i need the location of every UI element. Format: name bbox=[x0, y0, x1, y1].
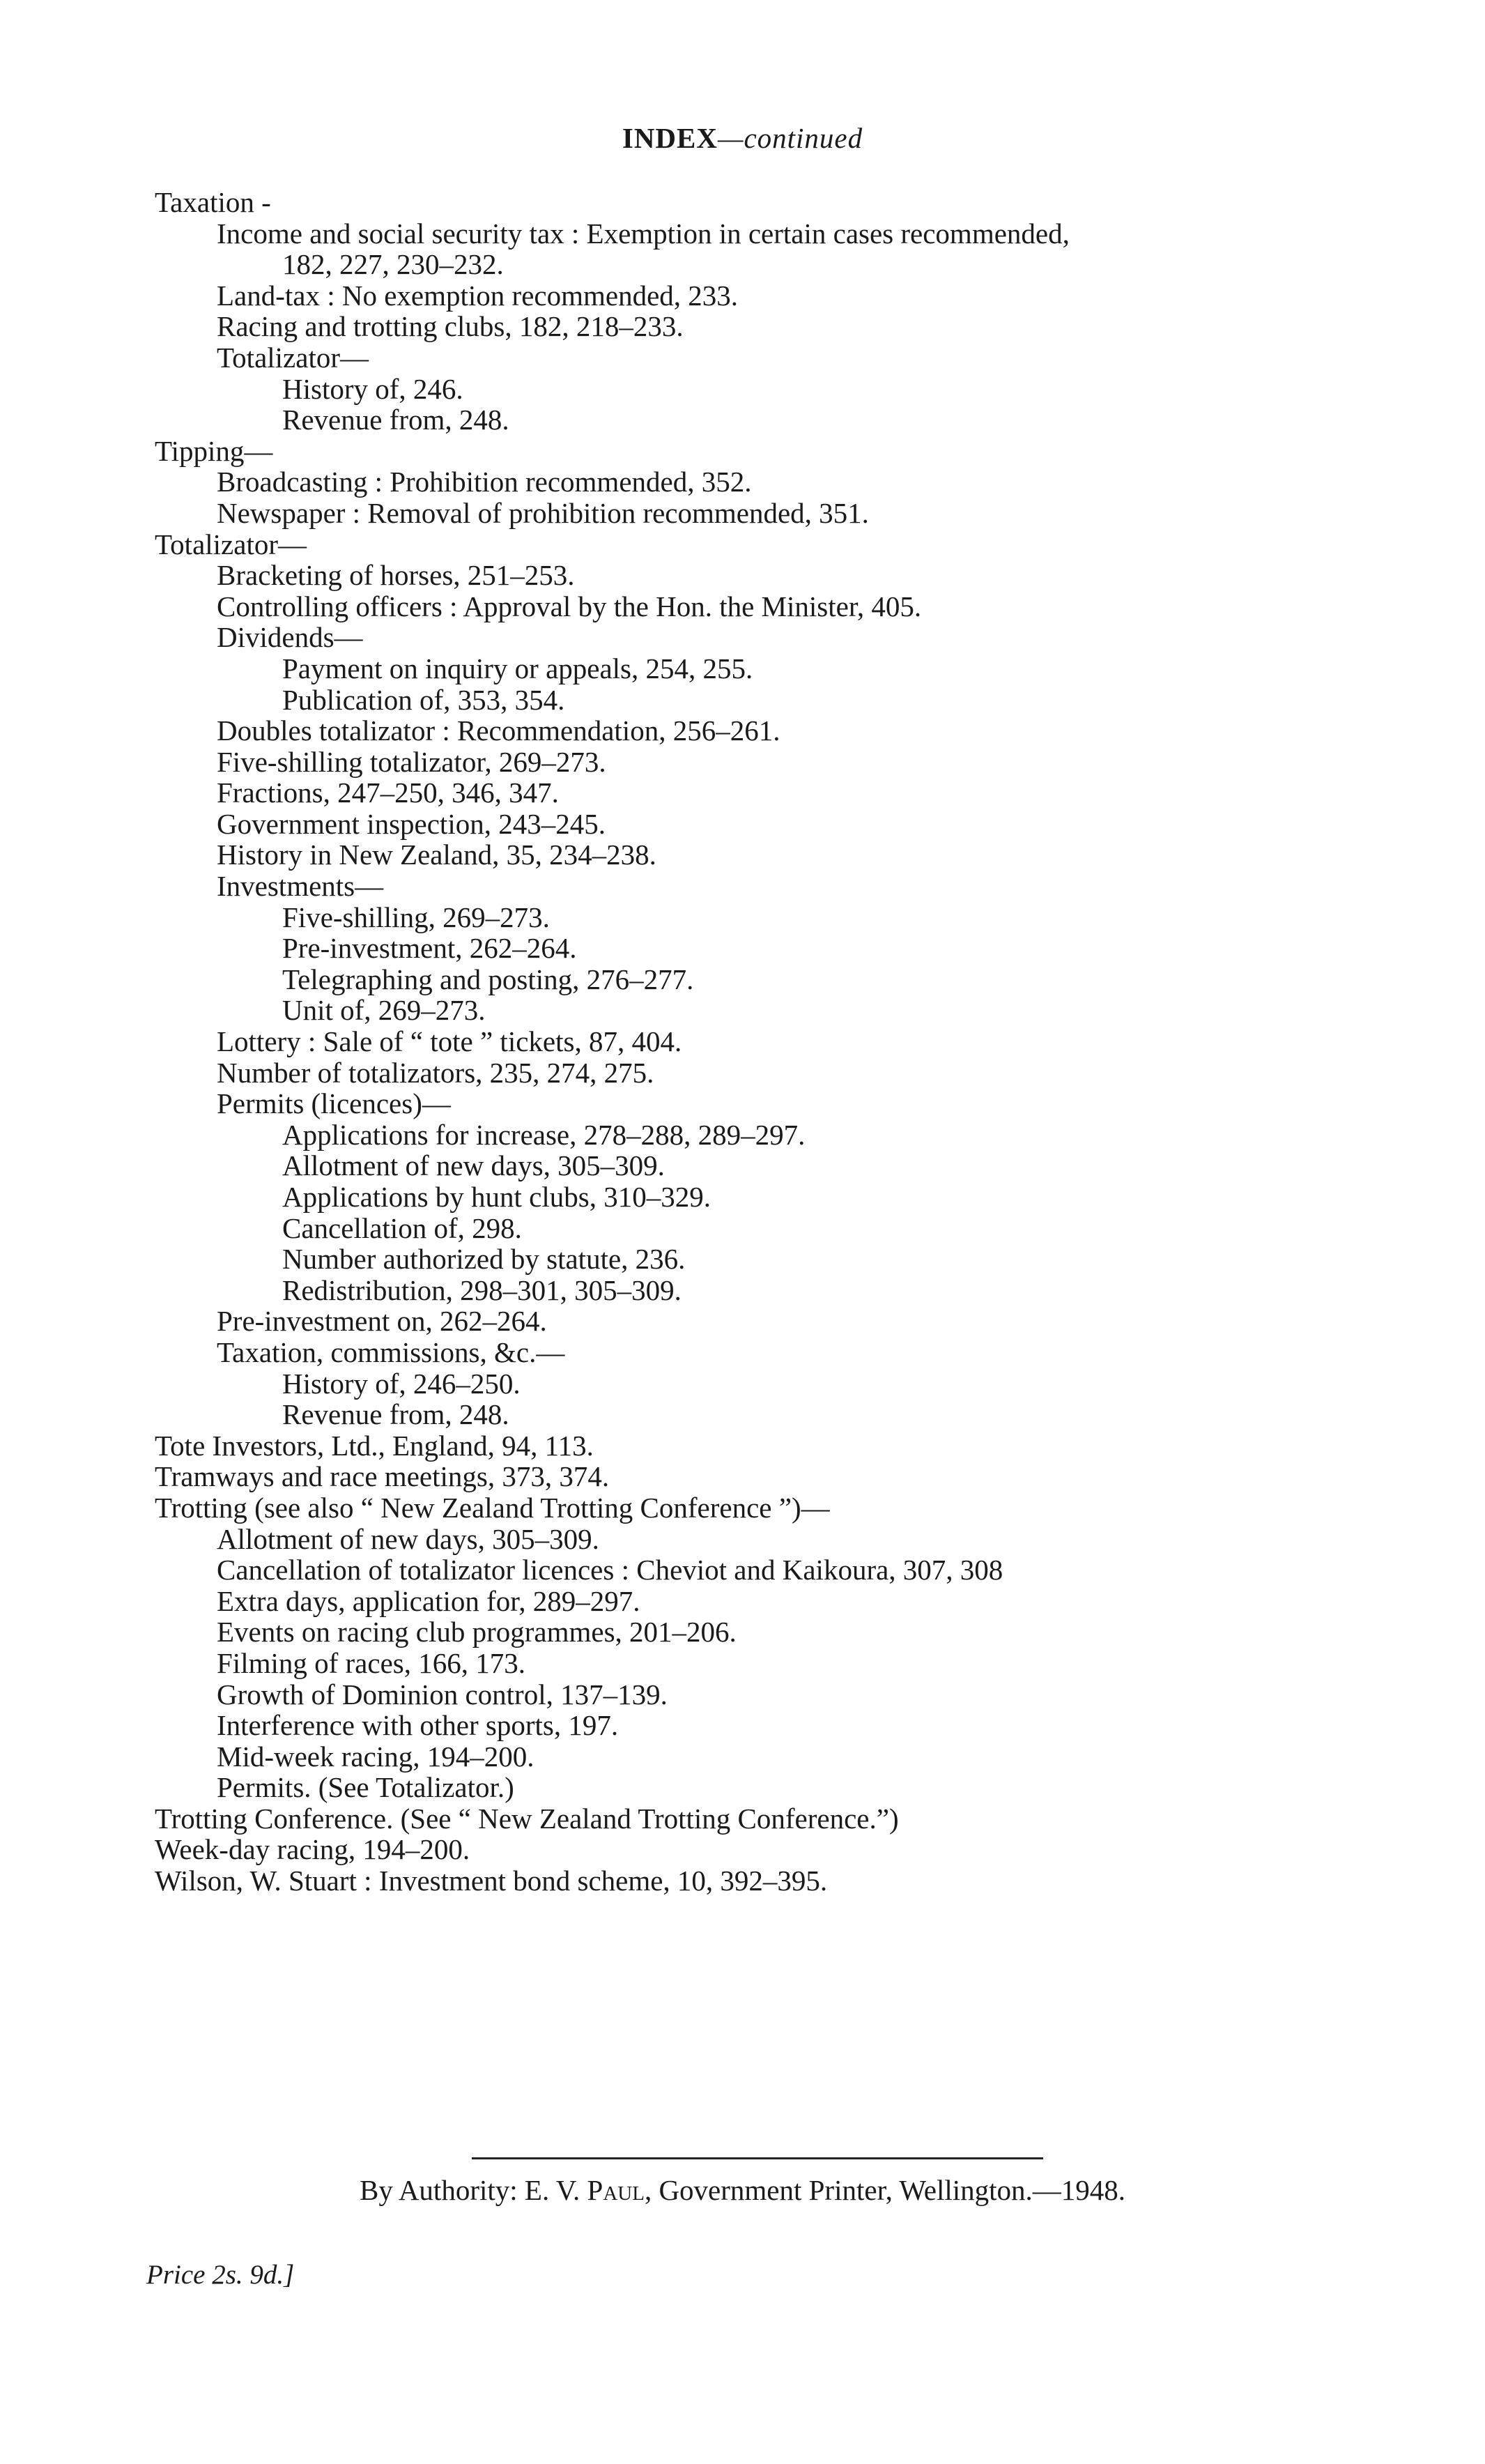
index-subsubentry: Publication of, 353, 354. bbox=[282, 683, 565, 716]
index-subentry: Mid-week racing, 194–200. bbox=[217, 1740, 534, 1773]
printer-surname: Paul bbox=[587, 2174, 645, 2206]
index-subsubentry: Redistribution, 298–301, 305–309. bbox=[282, 1273, 682, 1306]
index-subsubentry: 182, 227, 230–232. bbox=[282, 248, 504, 281]
index-subentry: Events on racing club programmes, 201–206. bbox=[217, 1616, 737, 1648]
index-subsubentry: Unit of, 269–273. bbox=[282, 994, 486, 1027]
index-subsubentry: Number authorized by statute, 236. bbox=[282, 1243, 686, 1276]
index-subentry: Newspaper : Removal of prohibition recommended, 351. bbox=[217, 496, 869, 529]
index-subsubentry: History of, 246. bbox=[282, 372, 463, 405]
index-entry: Trotting (see also “ New Zealand Trotting Conference ”)— bbox=[155, 1491, 830, 1524]
index-subentry: Lottery : Sale of “ tote ” tickets, 87, 404. bbox=[217, 1025, 682, 1058]
index-subentry: Cancellation of totalizator licences : Cheviot and Kaikoura, 307, 308 bbox=[217, 1554, 1003, 1586]
page-title bbox=[0, 124, 1485, 153]
index-subentry: Income and social security tax : Exemption in certain cases recommended, bbox=[217, 217, 1070, 250]
index-subsubentry: Allotment of new days, 305–309. bbox=[282, 1149, 665, 1182]
index-subentry: Fractions, 247–250, 346, 347. bbox=[217, 776, 559, 809]
index-subsubentry: History of, 246–250. bbox=[282, 1367, 521, 1400]
index-entry: Tipping— bbox=[155, 434, 273, 467]
index-subentry: Government inspection, 243–245. bbox=[217, 807, 606, 840]
index-entry: Trotting Conference. (See “ New Zealand Trotting Conference.”) bbox=[155, 1802, 899, 1835]
index-subentry: Totalizator— bbox=[217, 341, 369, 374]
index-subentry: Land-tax : No exemption recommended, 233. bbox=[217, 279, 739, 312]
index-subentry: Filming of races, 166, 173. bbox=[217, 1646, 525, 1679]
index-list bbox=[0, 187, 1485, 1897]
index-subsubentry: Cancellation of, 298. bbox=[282, 1211, 522, 1244]
index-subentry: Investments— bbox=[217, 870, 384, 903]
index-subentry: Broadcasting : Prohibition recommended, 352. bbox=[217, 466, 752, 498]
index-subentry: Five-shilling totalizator, 269–273. bbox=[217, 745, 606, 778]
index-subsubentry: Revenue from, 248. bbox=[282, 404, 509, 436]
imprint-prefix: By Authority: E. V. bbox=[359, 2174, 587, 2206]
imprint-suffix: , Government Printer, Wellington.—1948. bbox=[644, 2174, 1126, 2206]
index-entry: Totalizator— bbox=[155, 528, 307, 560]
index-subentry: Doubles totalizator : Recommendation, 256–261. bbox=[217, 714, 780, 747]
page-title-main: INDEX bbox=[622, 122, 718, 154]
index-subentry: Extra days, application for, 289–297. bbox=[217, 1584, 640, 1617]
index-subentry: History in New Zealand, 35, 234–238. bbox=[217, 839, 656, 871]
index-entry: Wilson, W. Stuart : Investment bond scheme, 10, 392–395. bbox=[155, 1865, 828, 1897]
index-subentry: Number of totalizators, 235, 274, 275. bbox=[217, 1056, 654, 1089]
index-subentry: Allotment of new days, 305–309. bbox=[217, 1522, 599, 1555]
index-subentry: Taxation, commissions, &c.— bbox=[217, 1336, 565, 1368]
index-entry: Taxation - bbox=[155, 186, 271, 218]
index-subentry: Permits. (See Totalizator.) bbox=[217, 1771, 514, 1804]
index-subentry: Bracketing of horses, 251–253. bbox=[217, 559, 575, 592]
index-subentry: Pre-investment on, 262–264. bbox=[217, 1305, 547, 1338]
footer-divider bbox=[472, 2157, 1043, 2159]
index-subentry: Dividends— bbox=[217, 621, 363, 654]
index-subsubentry: Pre-investment, 262–264. bbox=[282, 932, 577, 965]
printer-imprint bbox=[0, 2173, 1485, 2207]
index-entry: Tote Investors, Ltd., England, 94, 113. bbox=[155, 1429, 594, 1462]
index-subentry: Interference with other sports, 197. bbox=[217, 1709, 619, 1742]
index-subsubentry: Payment on inquiry or appeals, 254, 255. bbox=[282, 652, 753, 684]
page-title-continued: —continued bbox=[718, 122, 863, 154]
price-note: Price 2s. 9d.] bbox=[146, 2260, 295, 2290]
index-subsubentry: Applications for increase, 278–288, 289–297. bbox=[282, 1118, 806, 1151]
index-subentry: Controlling officers : Approval by the Hon. the Minister, 405. bbox=[217, 590, 922, 622]
index-subentry: Racing and trotting clubs, 182, 218–233. bbox=[217, 310, 684, 343]
index-subsubentry: Telegraphing and posting, 276–277. bbox=[282, 963, 694, 995]
index-subentry: Growth of Dominion control, 137–139. bbox=[217, 1678, 668, 1711]
index-subsubentry: Revenue from, 248. bbox=[282, 1398, 509, 1431]
index-entry: Tramways and race meetings, 373, 374. bbox=[155, 1460, 610, 1493]
index-entry: Week-day racing, 194–200. bbox=[155, 1833, 470, 1866]
index-subentry: Permits (licences)— bbox=[217, 1087, 451, 1120]
index-subsubentry: Five-shilling, 269–273. bbox=[282, 901, 550, 933]
index-subsubentry: Applications by hunt clubs, 310–329. bbox=[282, 1181, 711, 1213]
